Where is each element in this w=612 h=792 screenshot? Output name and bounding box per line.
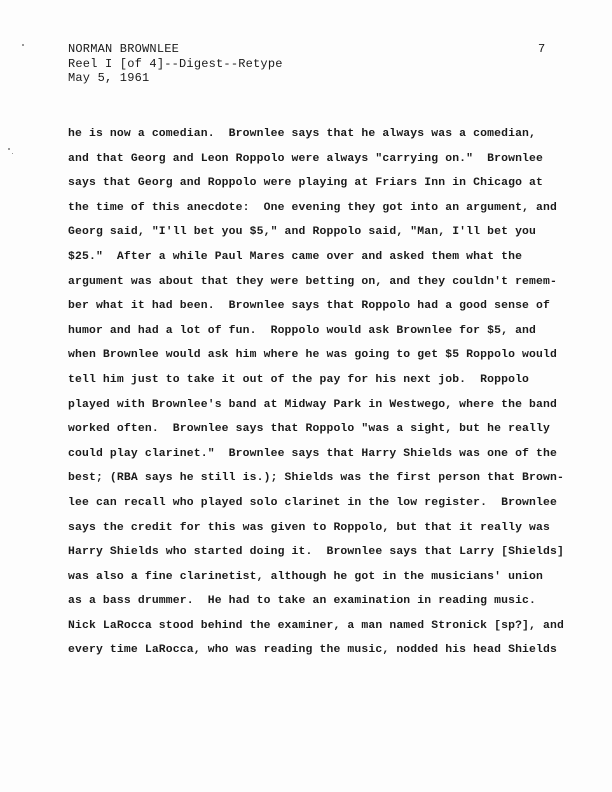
text-line: Georg said, "I'll bet you $5," and Roppolo said, "Man, I'll bet you: [68, 226, 537, 239]
document-header: [68, 42, 283, 86]
text-line: tell him just to take it out of the pay for his next job. Roppolo: [68, 373, 530, 386]
header-reel: Reel I [of 4]--Digest--Retype: [68, 56, 283, 71]
transcript-body: [68, 122, 588, 663]
text-line: he is now a comedian. Brownlee says that he always was a comedian,: [68, 128, 537, 140]
text-line: worked often. Brownlee says that Roppolo "was a sight, but he really: [68, 423, 550, 436]
text-line: played with Brownlee's band at Midway Park in Westwego, where the band: [68, 398, 557, 411]
text-line: best; (RBA says he still is.); Shields was the first person that Brown-: [68, 472, 564, 485]
page-number: 7: [538, 42, 546, 56]
text-line: and that Georg and Leon Roppolo were always "carrying on." Brownlee: [68, 152, 544, 165]
scan-speck: [22, 44, 24, 46]
text-line: says the credit for this was given to Roppolo, but that it really was: [68, 521, 550, 534]
text-line: humor and had a lot of fun. Roppolo would ask Brownlee for $5, and: [68, 324, 537, 337]
text-line: when Brownlee would ask him where he was going to get $5 Roppolo would: [68, 349, 557, 362]
scan-speck: [12, 153, 13, 154]
text-line: was also a fine clarinetist, although he got in the musicians' union: [68, 570, 544, 583]
text-line: the time of this anecdote: One evening they got into an argument, and: [68, 201, 557, 214]
header-date: May 5, 1961: [68, 71, 150, 85]
text-line: every time LaRocca, who was reading the music, nodded his head Shields: [68, 644, 557, 657]
text-line: Nick LaRocca stood behind the examiner, a man named Stronick [sp?], and: [68, 619, 564, 632]
text-line: says that Georg and Roppolo were playing at Friars Inn in Chicago at: [68, 177, 544, 190]
text-line: as a bass drummer. He had to take an examination in reading music.: [68, 595, 537, 608]
text-line: argument was about that they were betting on, and they couldn't remem-: [68, 275, 557, 288]
text-line: Harry Shields who started doing it. Brownlee says that Larry [Shields]: [68, 546, 564, 559]
text-line: ber what it had been. Brownlee says that Roppolo had a good sense of: [68, 300, 550, 313]
text-line: lee can recall who played solo clarinet in the low register. Brownlee: [68, 496, 557, 509]
text-line: $25." After a while Paul Mares came over and asked them what the: [68, 250, 523, 263]
text-line: could play clarinet." Brownlee says that Harry Shields was one of the: [68, 447, 557, 460]
scan-speck: [8, 148, 10, 150]
header-name: NORMAN BROWNLEE: [68, 42, 180, 56]
